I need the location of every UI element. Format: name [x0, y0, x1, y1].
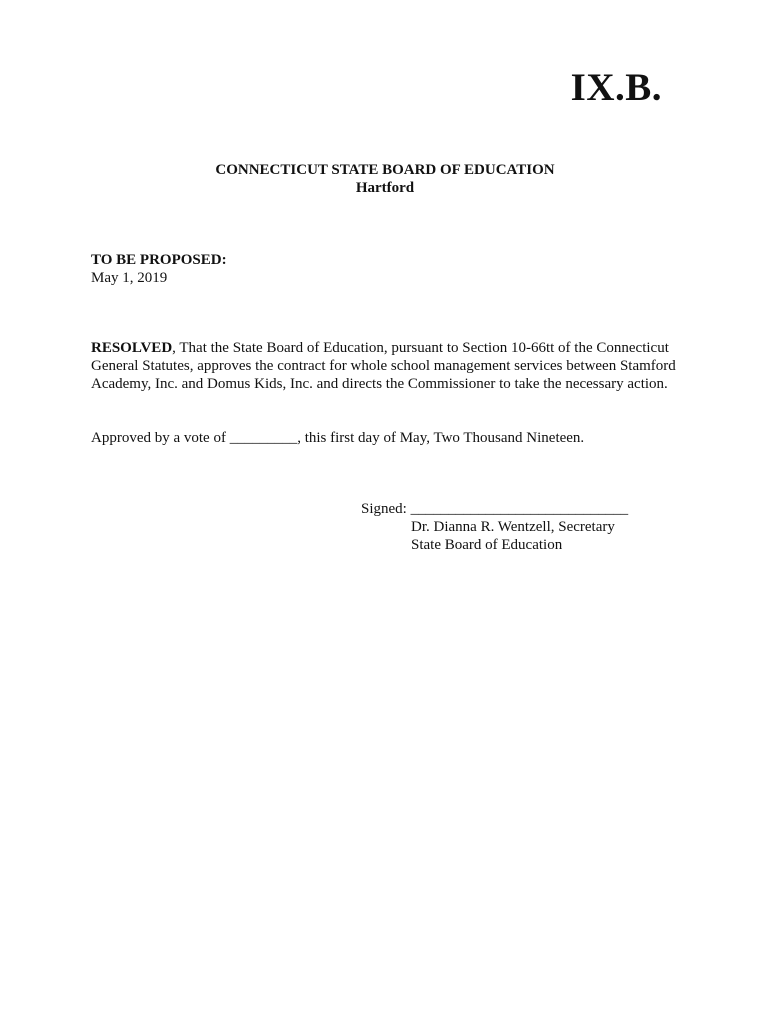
proposed-date: May 1, 2019: [91, 270, 168, 286]
resolution-line-1-text: , That the State Board of Education, pursuant to Section 10-66tt of the Connecticut: [172, 340, 669, 356]
vote-count-blank: _________: [229, 430, 298, 446]
resolution-line-2: General Statutes, approves the contract for whole school management services between Stamford: [91, 358, 676, 374]
proposed-label: TO BE PROPOSED:: [91, 252, 227, 268]
organization-location: Hartford: [355, 180, 415, 196]
agenda-item-code: IX.B.: [570, 66, 662, 109]
resolution-line-1: [91, 339, 691, 357]
approval-statement: [91, 429, 691, 447]
signature-block: [361, 500, 628, 554]
approval-suffix: , this first day of May, Two Thousand Nineteen.: [297, 430, 585, 446]
signer-title: State Board of Education: [411, 537, 563, 553]
resolved-keyword: RESOLVED: [91, 340, 173, 356]
signature-row: [361, 500, 628, 518]
organization-name: CONNECTICUT STATE BOARD OF EDUCATION: [215, 162, 555, 178]
signer-name: Dr. Dianna R. Wentzell, Secretary: [411, 519, 615, 535]
signature-line: _____________________________: [410, 501, 629, 517]
resolution-line-3: Academy, Inc. and Domus Kids, Inc. and directs the Commissioner to take the necessary action.: [91, 376, 668, 392]
signed-label: Signed:: [361, 501, 411, 517]
resolution-text: [91, 339, 691, 393]
proposed-block: [91, 251, 227, 287]
board-header: [0, 161, 770, 197]
approval-prefix: Approved by a vote of: [91, 430, 230, 446]
